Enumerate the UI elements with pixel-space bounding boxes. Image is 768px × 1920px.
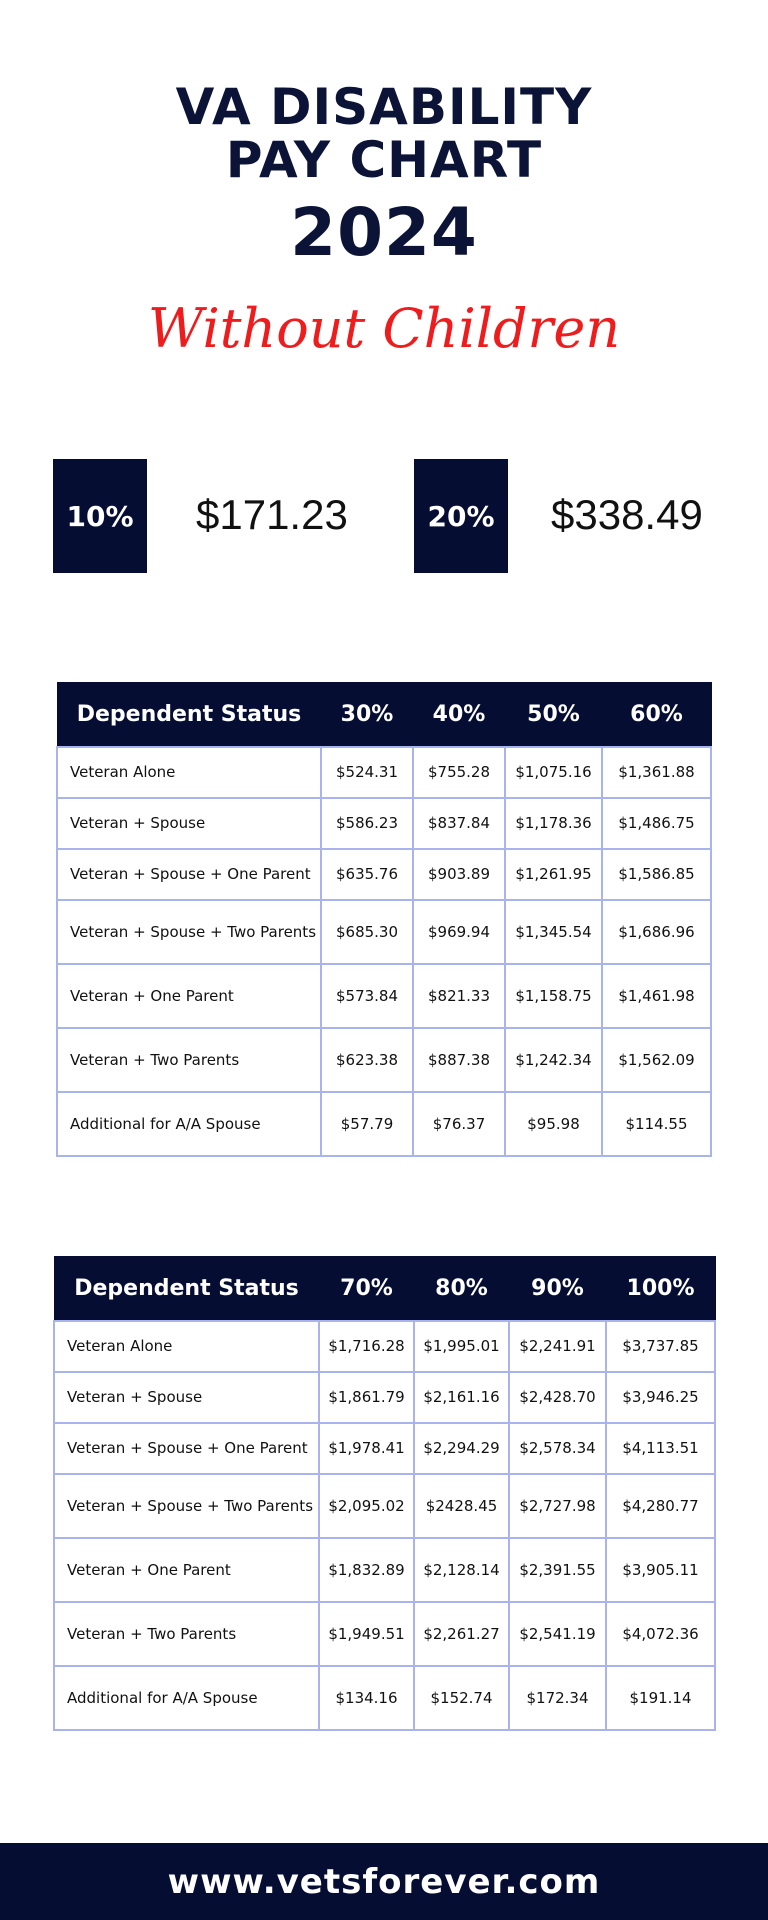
subtitle: Without Children (147, 297, 621, 360)
cell-value: $2,294.29 (414, 1423, 509, 1474)
cell-value: $1,345.54 (505, 900, 602, 964)
cell-value: $685.30 (321, 900, 413, 964)
table-row (54, 1666, 715, 1730)
row-label: Veteran + Two Parents (57, 1028, 321, 1092)
cell-value: $1,242.34 (505, 1028, 602, 1092)
rate-amount-10: $171.23 (196, 491, 348, 538)
cell-value: $1,261.95 (505, 849, 602, 900)
rate-badge-10: 10% (53, 459, 147, 573)
cell-value: $4,113.51 (606, 1423, 715, 1474)
cell-value: $3,737.85 (606, 1321, 715, 1372)
pay-table-70-100 (53, 1256, 716, 1731)
cell-value: $1,158.75 (505, 964, 602, 1028)
row-label: Additional for A/A Spouse (57, 1092, 321, 1156)
footer-url[interactable]: www.vetsforever.com (167, 1861, 601, 1902)
cell-value: $755.28 (413, 747, 505, 798)
row-label: Veteran + One Parent (54, 1538, 319, 1602)
cell-value: $1,978.41 (319, 1423, 414, 1474)
cell-value: $1,075.16 (505, 747, 602, 798)
cell-value: $3,946.25 (606, 1372, 715, 1423)
table-row (54, 1474, 715, 1538)
cell-value: $1,361.88 (602, 747, 711, 798)
row-label: Additional for A/A Spouse (54, 1666, 319, 1730)
cell-value: $1,949.51 (319, 1602, 414, 1666)
row-label: Veteran + Spouse (57, 798, 321, 849)
cell-value: $134.16 (319, 1666, 414, 1730)
header-dependent-status: Dependent Status (54, 1257, 319, 1321)
header-80: 80% (414, 1257, 509, 1321)
cell-value: $1,562.09 (602, 1028, 711, 1092)
footer-bar (0, 1843, 768, 1920)
row-label: Veteran + Spouse + One Parent (54, 1423, 319, 1474)
table-header-row (54, 1257, 715, 1321)
cell-value: $76.37 (413, 1092, 505, 1156)
cell-value: $1,861.79 (319, 1372, 414, 1423)
table-row (54, 1538, 715, 1602)
cell-value: $623.38 (321, 1028, 413, 1092)
header-50: 50% (505, 683, 602, 747)
header-100: 100% (606, 1257, 715, 1321)
header-60: 60% (602, 683, 711, 747)
cell-value: $969.94 (413, 900, 505, 964)
cell-value: $2,391.55 (509, 1538, 606, 1602)
cell-value: $2,095.02 (319, 1474, 414, 1538)
table-row (54, 1372, 715, 1423)
title-line-1: VA DISABILITY (175, 78, 593, 136)
cell-value: $524.31 (321, 747, 413, 798)
cell-value: $1,716.28 (319, 1321, 414, 1372)
table-row (57, 964, 711, 1028)
cell-value: $573.84 (321, 964, 413, 1028)
cell-value: $1,995.01 (414, 1321, 509, 1372)
row-label: Veteran + Spouse (54, 1372, 319, 1423)
cell-value: $152.74 (414, 1666, 509, 1730)
cell-value: $586.23 (321, 798, 413, 849)
table-row (57, 900, 711, 964)
cell-value: $191.14 (606, 1666, 715, 1730)
table-row (57, 747, 711, 798)
cell-value: $1,832.89 (319, 1538, 414, 1602)
cell-value: $172.34 (509, 1666, 606, 1730)
cell-value: $4,280.77 (606, 1474, 715, 1538)
cell-value: $837.84 (413, 798, 505, 849)
row-label: Veteran Alone (54, 1321, 319, 1372)
cell-value: $2,578.34 (509, 1423, 606, 1474)
cell-value: $114.55 (602, 1092, 711, 1156)
row-label: Veteran + Spouse + One Parent (57, 849, 321, 900)
table-row (54, 1423, 715, 1474)
cell-value: $2,541.19 (509, 1602, 606, 1666)
cell-value: $2,727.98 (509, 1474, 606, 1538)
row-label: Veteran + One Parent (57, 964, 321, 1028)
table-row (57, 849, 711, 900)
header-30: 30% (321, 683, 413, 747)
cell-value: $1,486.75 (602, 798, 711, 849)
table-row (57, 1028, 711, 1092)
cell-value: $903.89 (413, 849, 505, 900)
cell-value: $1,461.98 (602, 964, 711, 1028)
row-label: Veteran + Two Parents (54, 1602, 319, 1666)
title-line-2: PAY CHART (225, 131, 543, 189)
cell-value: $2,241.91 (509, 1321, 606, 1372)
table-row (54, 1321, 715, 1372)
cell-value: $2,428.70 (509, 1372, 606, 1423)
table-row (57, 798, 711, 849)
pay-table-30-60 (56, 682, 712, 1157)
cell-value: $1,686.96 (602, 900, 711, 964)
table-row (54, 1602, 715, 1666)
title-year: 2024 (290, 194, 478, 271)
cell-value: $2,261.27 (414, 1602, 509, 1666)
cell-value: $2,161.16 (414, 1372, 509, 1423)
cell-value: $57.79 (321, 1092, 413, 1156)
header-90: 90% (509, 1257, 606, 1321)
cell-value: $1,586.85 (602, 849, 711, 900)
header-40: 40% (413, 683, 505, 747)
row-label: Veteran + Spouse + Two Parents (57, 900, 321, 964)
cell-value: $2428.45 (414, 1474, 509, 1538)
header-70: 70% (319, 1257, 414, 1321)
cell-value: $95.98 (505, 1092, 602, 1156)
rate-badge-20: 20% (414, 459, 508, 573)
cell-value: $4,072.36 (606, 1602, 715, 1666)
table-header-row (57, 683, 711, 747)
row-label: Veteran + Spouse + Two Parents (54, 1474, 319, 1538)
cell-value: $2,128.14 (414, 1538, 509, 1602)
cell-value: $887.38 (413, 1028, 505, 1092)
cell-value: $635.76 (321, 849, 413, 900)
header-dependent-status: Dependent Status (57, 683, 321, 747)
rate-amount-20: $338.49 (551, 491, 703, 538)
cell-value: $3,905.11 (606, 1538, 715, 1602)
cell-value: $821.33 (413, 964, 505, 1028)
cell-value: $1,178.36 (505, 798, 602, 849)
table-row (57, 1092, 711, 1156)
row-label: Veteran Alone (57, 747, 321, 798)
